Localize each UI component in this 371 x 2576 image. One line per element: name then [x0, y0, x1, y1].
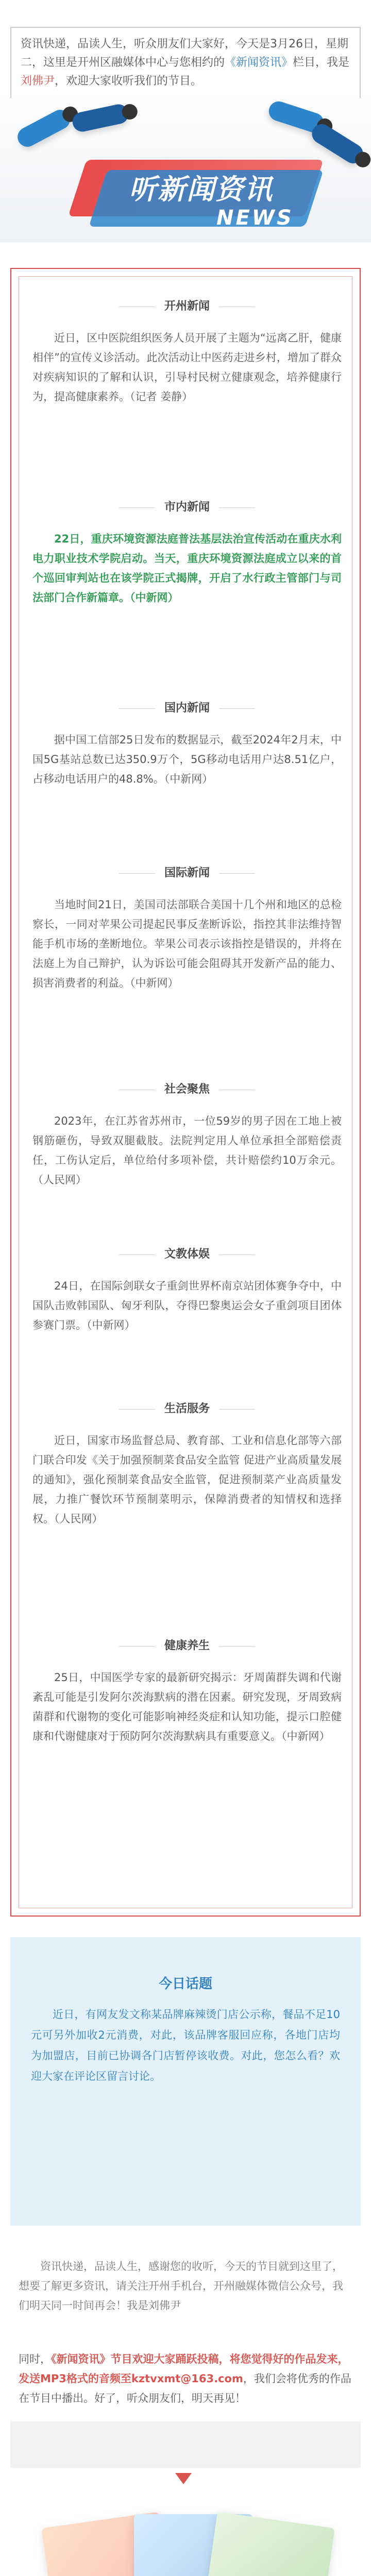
- section-title-health: 健康养生: [19, 1637, 355, 1653]
- today-topic-box: [10, 1937, 361, 2226]
- submission-block: [19, 2349, 352, 2408]
- decorative-cards: [31, 2504, 340, 2576]
- news-frame: [10, 268, 361, 1917]
- section-text-society: 2023年，在江苏省苏州市，一位59岁的男子因在工地上被钢筋砸伤，导致双腿截肢。法院判定用人单位承担全部赔偿责任，工伤认定后，单位给付多项补偿，共计赔偿约10万余元。（人民网）: [32, 1115, 342, 1186]
- divider-band: [10, 2421, 361, 2468]
- intro-box: [10, 27, 361, 99]
- microphone-icon: [71, 103, 130, 133]
- section-text-city: 22日，重庆环境资源法庭普法基层法治宣传活动在重庆水利电力职业技术学院启动。当天，重庆环境资源法庭成立以来的首个巡回审判站也在该学院正式揭牌，开启了水行政主管部门与司法部门合作新篇章。（中新网）: [32, 533, 342, 604]
- section-title-life-service: 生活服务: [19, 1400, 355, 1416]
- section-text-kaizhou: 近日，区中医院组织医务人员开展了主题为“远离乙肝，健康相伴”的宣传义诊活动。此次活动让中医药走进乡村，增加了群众对疾病知识的了解和认识，引导村民树立健康观念，培养健康行为，提高健康素养。（记者 姜静）: [32, 332, 342, 403]
- section-text-life-service: 近日，国家市场监督总局、教育部、工业和信息化部等六部门联合印发《关于加强预制菜食品安全监管 促进产业高质量发展的通知》，强化预制菜食品安全监管，促进预制菜产业高质量发展，力推广餐饮环节预制菜明示，保障消费者的知情权和选择权。（人民网）: [32, 1434, 342, 1525]
- today-topic-text: 近日，有网友发文称某品牌麻辣烫门店公示称，餐品不足10元可另外加收2元消费，对此，该品牌客服回应称，各地门店均为加盟店，目前已协调各门店暂停该收费。对此，您怎么看？欢迎大家在评论区留言讨论。: [31, 2008, 340, 2082]
- news-banner: [0, 98, 371, 242]
- today-topic-title: 今日话题: [158, 1976, 212, 1992]
- section-title-international: 国际新闻: [19, 864, 355, 880]
- decorative-card: [196, 2512, 335, 2576]
- section-text-culture-sports: 24日，在国际剑联女子重剑世界杯南京站团体赛争夺中，中国队击败韩国队、匈牙利队，夺得巴黎奥运会女子重剑项目团体参赛门票。（中新网）: [32, 1280, 342, 1331]
- intro-text-3: ，欢迎大家收听我们的节目。: [55, 75, 203, 88]
- outro-paragraph: 资讯快递，品读人生，感谢您的收听，今天的节目就到这里了，想要了解更多资讯，请关注开州手机台，开州融媒体微信公众号，我们明天同一时间再会！: [19, 2260, 343, 2312]
- intro-text-2: 栏目，: [293, 56, 327, 69]
- submission-highlight: 《新闻资讯》节目欢迎大家踊跃投稿，将您觉得好的作品发来，发送MP3格式的音频至kztvxmt@163.com: [19, 2353, 349, 2385]
- submission-suffix: ，我们会将优秀的作品在节目中播出。好了，听众朋友们，明天再见！: [19, 2372, 351, 2404]
- section-title-society: 社会聚焦: [19, 1080, 355, 1096]
- section-text-domestic: 据中国工信部25日发布的数据显示，截至2024年2月末，中国5G基站总数已达350.9万个，5G移动电话用户达8.51亿户，占移动电话用户的48.8%。（中新网）: [32, 734, 342, 785]
- microphone-icon: [14, 106, 74, 150]
- intro-text-1: 资讯快递，品读人生，听众朋友们大家好，今天是3月26日，星期二，这里是开州区融媒体中心与您相约的: [21, 38, 348, 69]
- section-text-health: 25日，中国医学专家的最新研究揭示：牙周菌群失调和代谢紊乱可能是引发阿尔茨海默病的潜在因素。研究发现，牙周致病菌群和代谢物的变化可能影响神经炎症和认知功能，提示口腔健康和代谢健康对于预防阿尔茨海默病具有重要意义。（中新网）: [32, 1671, 342, 1742]
- banner-subtitle: NEWS: [216, 206, 294, 230]
- banner-title: 听新闻资讯: [129, 173, 273, 206]
- section-text-international: 当地时间21日，美国司法部联合美国十几个州和地区的总检察长，一同对苹果公司提起民事反垄断诉讼，指控其非法维持智能手机市场的垄断地位。苹果公司表示该指控是错误的，并将在法庭上为自己辩护，认为诉讼可能会阻碍其开发新产品的能力、损害消费者的利益。（中新网）: [32, 899, 342, 989]
- host-name: 刘佛尹: [21, 75, 55, 88]
- news-frame-inner: [19, 276, 352, 1908]
- column-name: 《新闻资讯》: [225, 56, 293, 69]
- outro-text: [19, 2257, 352, 2315]
- section-title-kaizhou: 开州新闻: [19, 297, 355, 313]
- submission-prefix: 同时，: [19, 2353, 51, 2365]
- outro-host: 我是刘佛尹: [127, 2299, 181, 2312]
- section-title-city: 市内新闻: [19, 498, 355, 514]
- host-prefix: 我是: [327, 56, 350, 69]
- section-title-domestic: 国内新闻: [19, 699, 355, 715]
- section-title-culture-sports: 文教体娱: [19, 1245, 355, 1261]
- arrow-down-icon: [175, 2473, 192, 2484]
